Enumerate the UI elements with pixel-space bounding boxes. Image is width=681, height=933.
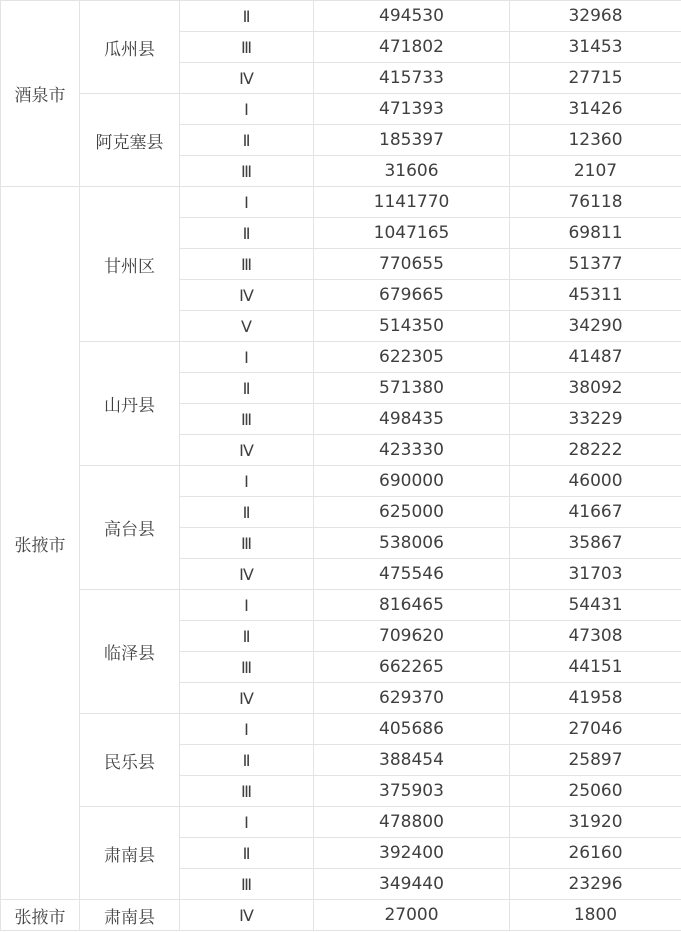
per-mu-cell: 45311	[510, 280, 681, 311]
grade-cell: Ⅲ	[180, 528, 314, 559]
per-mu-cell: 41667	[510, 497, 681, 528]
grade-cell: Ⅱ	[180, 373, 314, 404]
grade-cell: Ⅳ	[180, 63, 314, 94]
total-cell: 475546	[314, 559, 510, 590]
county-cell: 肃南县	[80, 807, 180, 900]
per-mu-cell: 32968	[510, 1, 681, 32]
county-cell: 阿克塞县	[80, 94, 180, 187]
grade-cell: Ⅲ	[180, 404, 314, 435]
total-cell: 679665	[314, 280, 510, 311]
per-mu-cell: 31703	[510, 559, 681, 590]
city-cell: 酒泉市	[1, 1, 80, 187]
per-mu-cell: 35867	[510, 528, 681, 559]
total-cell: 622305	[314, 342, 510, 373]
county-cell: 临泽县	[80, 590, 180, 714]
per-mu-cell: 41958	[510, 683, 681, 714]
total-cell: 388454	[314, 745, 510, 776]
total-cell: 494530	[314, 1, 510, 32]
total-cell: 625000	[314, 497, 510, 528]
grade-cell: Ⅱ	[180, 745, 314, 776]
per-mu-cell: 51377	[510, 249, 681, 280]
total-cell: 471393	[314, 94, 510, 125]
per-mu-cell: 27715	[510, 63, 681, 94]
grade-cell: Ⅰ	[180, 714, 314, 745]
total-cell: 770655	[314, 249, 510, 280]
table-row	[1, 466, 681, 497]
grade-cell: Ⅰ	[180, 466, 314, 497]
grade-cell: Ⅲ	[180, 652, 314, 683]
grade-cell: Ⅰ	[180, 807, 314, 838]
total-cell: 662265	[314, 652, 510, 683]
grade-cell: Ⅲ	[180, 156, 314, 187]
county-cell: 肃南县	[80, 900, 180, 931]
grade-cell: Ⅱ	[180, 218, 314, 249]
total-cell: 471802	[314, 32, 510, 63]
table-row	[1, 187, 681, 218]
grade-cell: Ⅱ	[180, 497, 314, 528]
total-cell: 498435	[314, 404, 510, 435]
per-mu-cell: 38092	[510, 373, 681, 404]
grade-cell: Ⅳ	[180, 435, 314, 466]
total-cell: 478800	[314, 807, 510, 838]
total-cell: 816465	[314, 590, 510, 621]
grade-cell: Ⅰ	[180, 342, 314, 373]
grade-cell: Ⅰ	[180, 187, 314, 218]
county-cell: 民乐县	[80, 714, 180, 807]
grade-cell: Ⅲ	[180, 249, 314, 280]
total-cell: 415733	[314, 63, 510, 94]
per-mu-cell: 28222	[510, 435, 681, 466]
grade-cell: Ⅱ	[180, 1, 314, 32]
per-mu-cell: 1800	[510, 900, 681, 931]
per-mu-cell: 25060	[510, 776, 681, 807]
county-cell: 甘州区	[80, 187, 180, 342]
grade-cell: Ⅱ	[180, 621, 314, 652]
per-mu-cell: 44151	[510, 652, 681, 683]
total-cell: 1141770	[314, 187, 510, 218]
grade-cell: Ⅲ	[180, 776, 314, 807]
county-cell: 山丹县	[80, 342, 180, 466]
grade-cell: Ⅰ	[180, 590, 314, 621]
total-cell: 709620	[314, 621, 510, 652]
per-mu-cell: 2107	[510, 156, 681, 187]
per-mu-cell: 47308	[510, 621, 681, 652]
table-row	[1, 342, 681, 373]
total-cell: 423330	[314, 435, 510, 466]
grade-cell: Ⅱ	[180, 838, 314, 869]
total-cell: 27000	[314, 900, 510, 931]
per-mu-cell: 31920	[510, 807, 681, 838]
per-mu-cell: 46000	[510, 466, 681, 497]
per-mu-cell: 54431	[510, 590, 681, 621]
per-mu-cell: 26160	[510, 838, 681, 869]
table-row	[1, 1, 681, 32]
per-mu-cell: 12360	[510, 125, 681, 156]
per-mu-cell: 31453	[510, 32, 681, 63]
total-cell: 31606	[314, 156, 510, 187]
county-cell: 瓜州县	[80, 1, 180, 94]
total-cell: 1047165	[314, 218, 510, 249]
grade-cell: Ⅲ	[180, 869, 314, 900]
per-mu-cell: 27046	[510, 714, 681, 745]
total-cell: 375903	[314, 776, 510, 807]
total-cell: 349440	[314, 869, 510, 900]
grade-cell: Ⅳ	[180, 683, 314, 714]
table-row	[1, 590, 681, 621]
city-cell: 张掖市	[1, 187, 80, 900]
grade-cell: Ⅲ	[180, 32, 314, 63]
grade-cell: Ⅳ	[180, 280, 314, 311]
per-mu-cell: 23296	[510, 869, 681, 900]
grade-cell: Ⅴ	[180, 311, 314, 342]
per-mu-cell: 41487	[510, 342, 681, 373]
table-row	[1, 900, 681, 931]
table-row	[1, 94, 681, 125]
grade-cell: Ⅰ	[180, 94, 314, 125]
grade-cell: Ⅳ	[180, 559, 314, 590]
grade-cell: Ⅱ	[180, 125, 314, 156]
total-cell: 571380	[314, 373, 510, 404]
total-cell: 405686	[314, 714, 510, 745]
total-cell: 392400	[314, 838, 510, 869]
total-cell: 538006	[314, 528, 510, 559]
table-row	[1, 714, 681, 745]
per-mu-cell: 76118	[510, 187, 681, 218]
per-mu-cell: 25897	[510, 745, 681, 776]
total-cell: 514350	[314, 311, 510, 342]
total-cell: 690000	[314, 466, 510, 497]
grade-cell: Ⅳ	[180, 900, 314, 931]
table-body	[1, 1, 681, 931]
per-mu-cell: 31426	[510, 94, 681, 125]
per-mu-cell: 33229	[510, 404, 681, 435]
per-mu-cell: 34290	[510, 311, 681, 342]
city-cell: 张掖市	[1, 900, 80, 931]
per-mu-cell: 69811	[510, 218, 681, 249]
table-row	[1, 807, 681, 838]
total-cell: 629370	[314, 683, 510, 714]
county-cell: 高台县	[80, 466, 180, 590]
total-cell: 185397	[314, 125, 510, 156]
